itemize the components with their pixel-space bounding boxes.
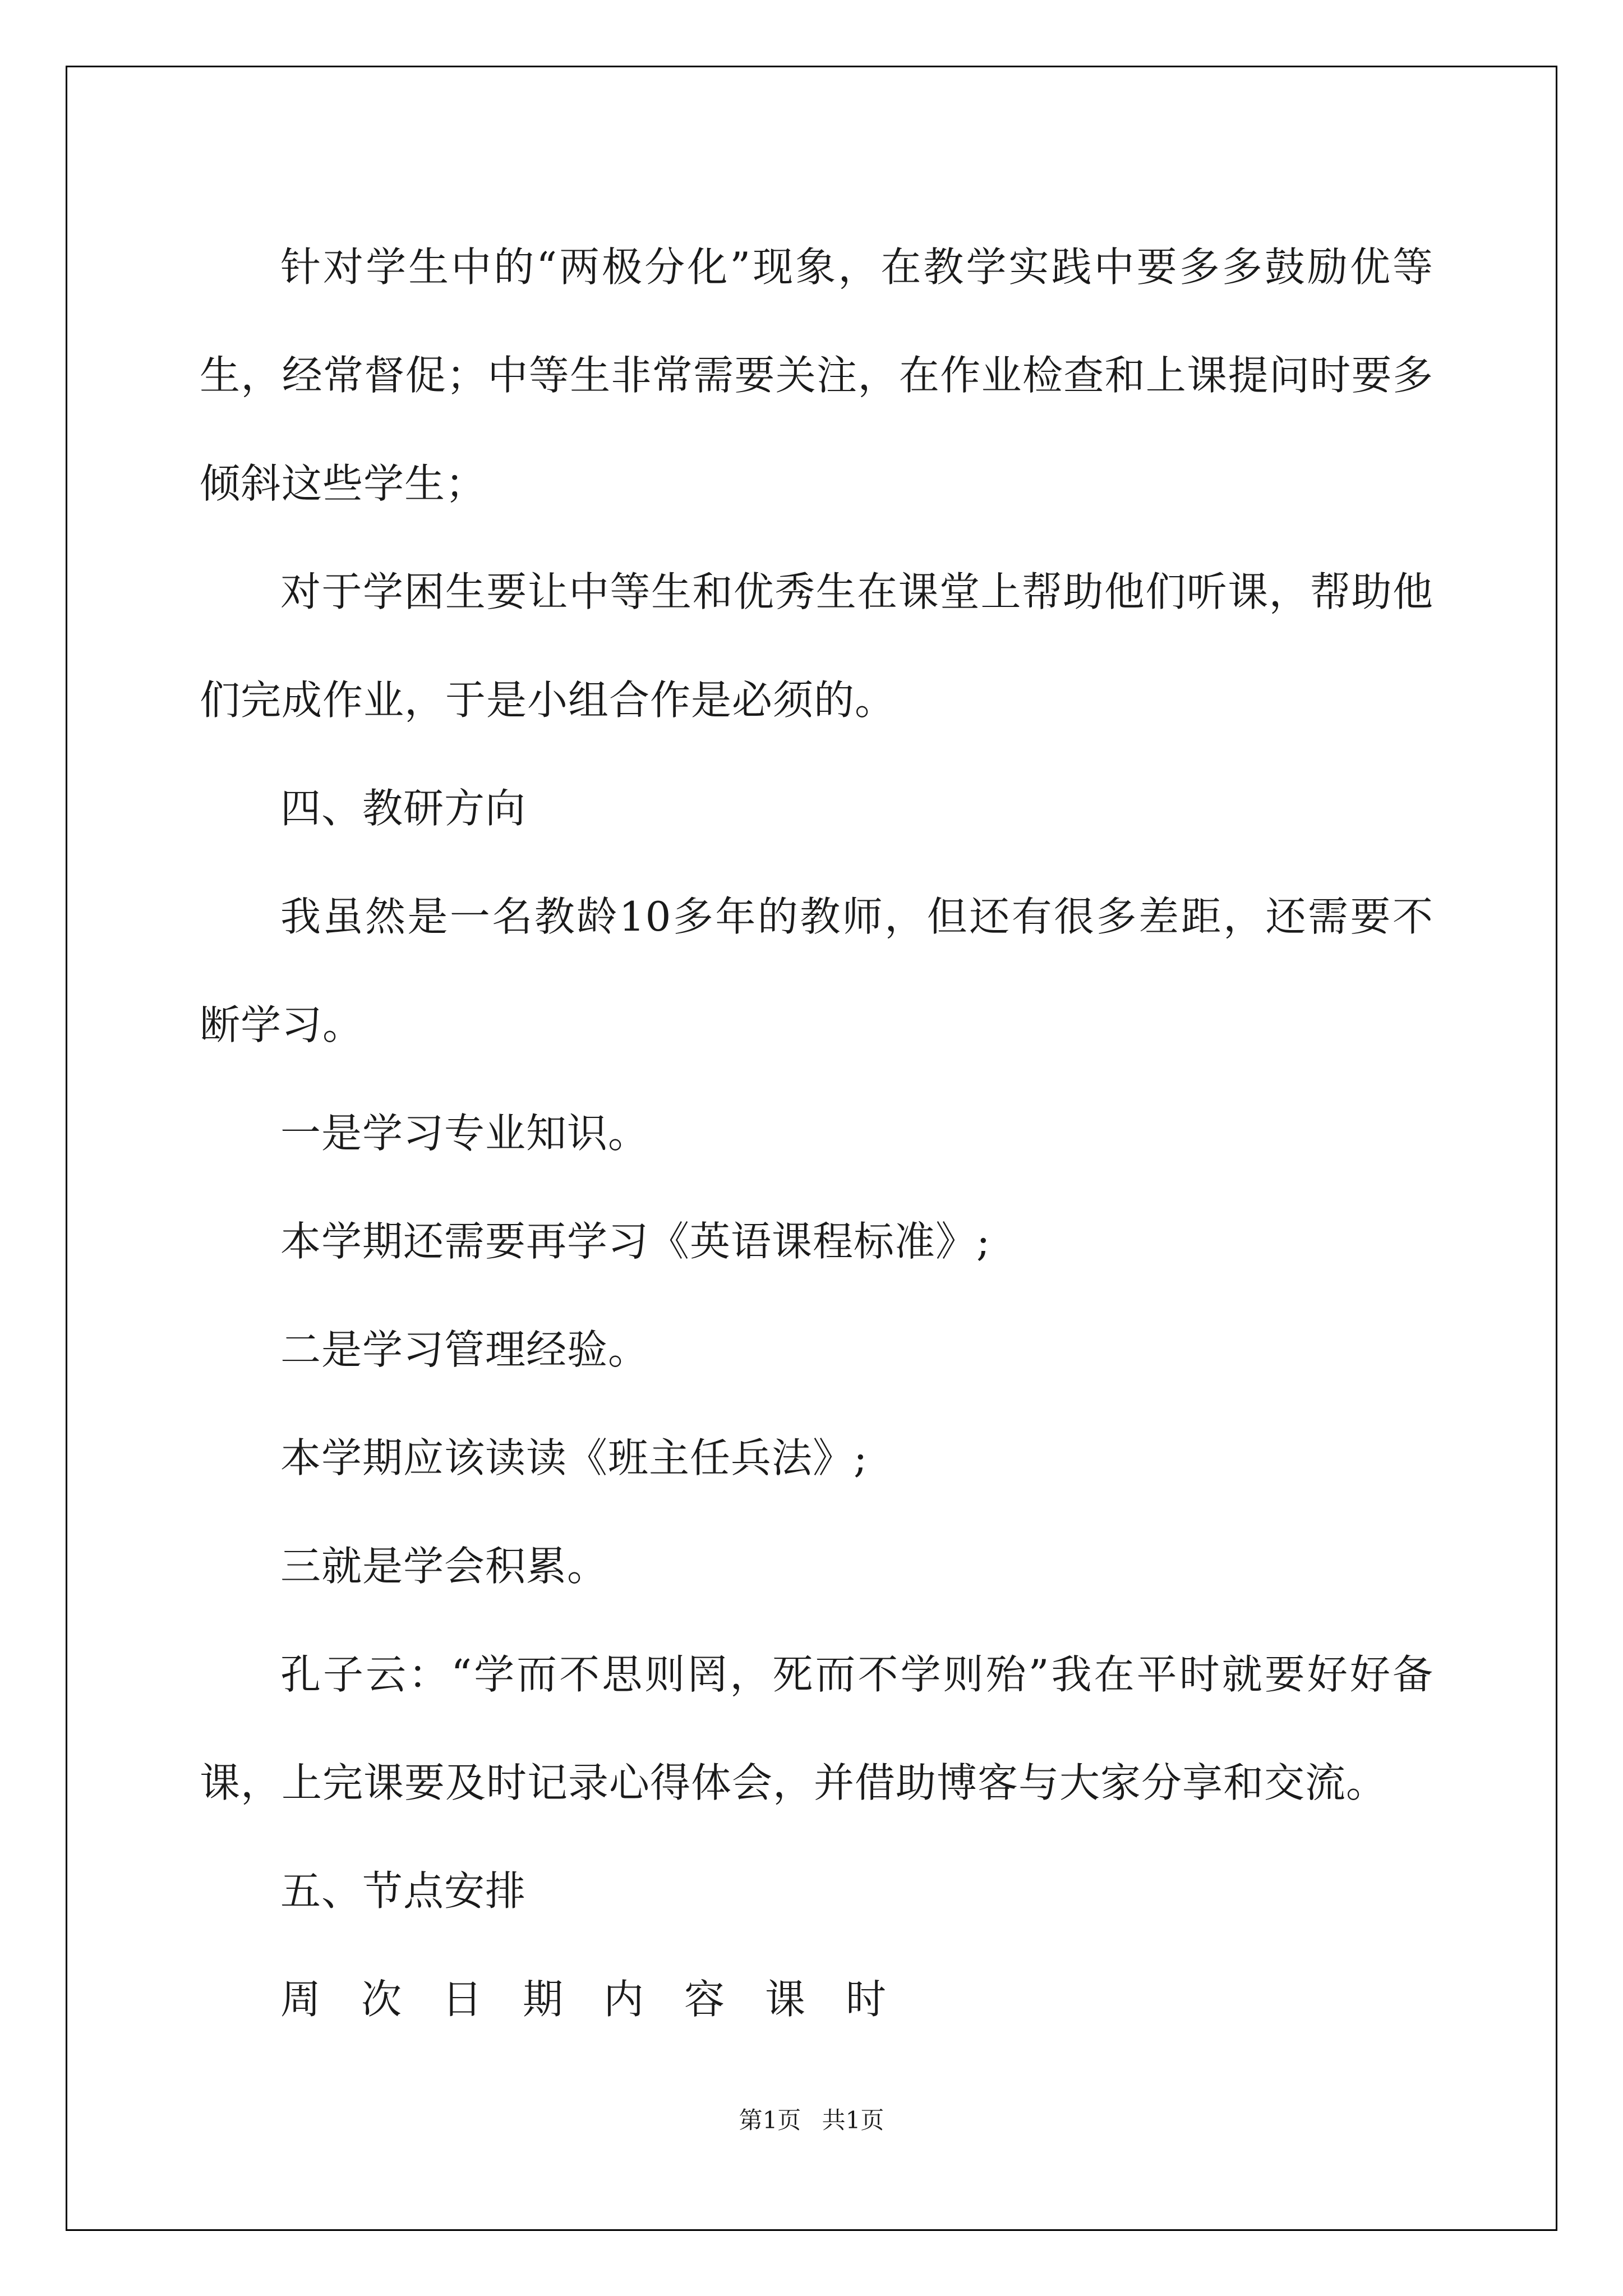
paragraph: 对于学困生要让中等生和优秀生在课堂上帮助他们听课，帮助他们完成作业，于是小组合作是必须的。	[200, 568, 1433, 724]
table-header-cell: 次	[361, 1976, 402, 2023]
paragraph: 我虽然是一名教龄10多年的教师，但还有很多差距，还需要不断学习。	[200, 893, 1433, 1048]
table-header-cell: 容	[684, 1976, 725, 2023]
document-body	[200, 213, 1433, 2054]
table-header-cell: 课	[765, 1976, 806, 2023]
table-header-cell: 日	[442, 1976, 483, 2023]
paragraph: 一是学习专业知识。	[280, 1110, 649, 1157]
paragraph: 三就是学会积累。	[280, 1543, 608, 1590]
paragraph: 孔子云：“学而不思则罔，死而不学则殆”我在平时就要好好备课，上完课要及时记录心得体会，并借助博客与大家分享和交流。	[200, 1651, 1433, 1806]
table-header-cell: 时	[846, 1976, 887, 2023]
section-heading: 五、节点安排	[280, 1867, 527, 1915]
page-footer	[0, 2104, 1623, 2137]
page-total: 共1页	[822, 2106, 884, 2134]
paragraph: 本学期还需要再学习《英语课程标准》;	[280, 1218, 991, 1265]
section-heading: 四、教研方向	[280, 785, 527, 832]
page-number: 第1页	[739, 2106, 801, 2134]
paragraph: 二是学习管理经验。	[280, 1326, 649, 1373]
table-header-cell: 内	[603, 1976, 644, 2023]
table-header-cell: 周	[280, 1976, 321, 2023]
paragraph: 针对学生中的“两极分化”现象，在教学实践中要多多鼓励优等生，经常督促；中等生非常需要关注，在作业检查和上课提问时要多倾斜这些学生；	[200, 243, 1433, 507]
schedule-table-header	[200, 1945, 1433, 2054]
paragraph: 本学期应该读读《班主任兵法》;	[280, 1434, 868, 1481]
table-header-cell: 期	[523, 1976, 564, 2023]
